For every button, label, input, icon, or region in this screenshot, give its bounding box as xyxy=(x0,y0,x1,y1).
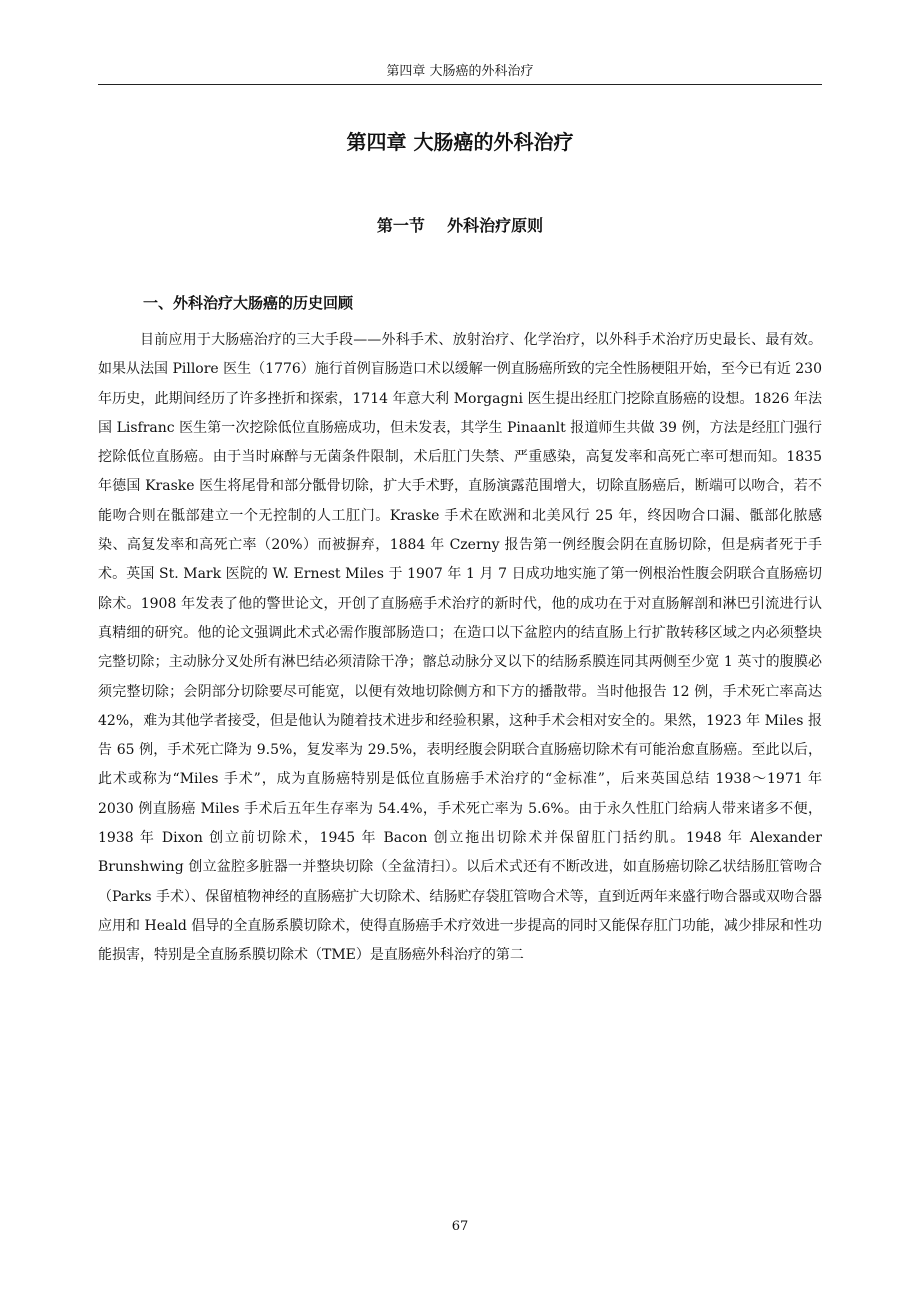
page-number: 67 xyxy=(451,1219,469,1234)
subsection-title: 一、外科治疗大肠癌的历史回顾 xyxy=(143,294,354,312)
body-paragraph: 目前应用于大肠癌治疗的三大手段——外科手术、放射治疗、化学治疗，以外科手术治疗历史最长、最有效。如果从法国 Pillore 医生（1776）施行首例盲肠造口术以缓解一例直肠癌所致的完全性肠梗阻开始，至今已有近 230 年历史，此期间经历了许多挫折和探索，1714 年意大利 Morgagni 医生提出经肛门挖除直肠癌的设想。1826 年法国 Lisfranc 医生第一次挖除低位直肠癌成功，但未发表，其学生 Pinaanlt 报道师生共做 39 例，方法是经肛门强行挖除低位直肠癌。由于当时麻醉与无菌条件限制，术后肛门失禁、严重感染，高复发率和高死亡率可想而知。1835 年德国 Kraske 医生将尾骨和部分骶骨切除，扩大手术野，直肠演露范围增大，切除直肠癌后，断端可以吻合，若不能吻合则在骶部建立一个无控制的人工肛门。Kraske 手术在欧洲和北美风行 25 年，终因吻合口漏、骶部化脓感染、高复发率和高死亡率（20%）而被摒弃，1884 年 Czerny 报告第一例经腹会阴在直肠切除，但是病者死于手术。英国 St. Mark 医院的 W. Ernest Miles 于 1907 年 1 月 7 日成功地实施了第一例根治性腹会阴联合直肠癌切除术。1908 年发表了他的警世论文，开创了直肠癌手术治疗的新时代，他的成功在于对直肠解剖和淋巴引流进行认真精细的研究。他的论文强调此术式必需作腹部肠造口；在造口以下盆腔内的结直肠上行扩散转移区域之内必须整块完整切除；主动脉分叉处所有淋巴结必须清除干净；髂总动脉分叉以下的结肠系膜连同其两侧至少宽 1 英寸的腹膜必须完整切除；会阴部分切除要尽可能宽，以便有效地切除侧方和下方的播散带。当时他报告 12 例，手术死亡率高达 42%，难为其他学者接受，但是他认为随着技术进步和经验积累，这种手术会相对安全的。果然，1923 年 Miles 报告 65 例，手术死亡降为 9.5%，复发率为 29.5%，表明经腹会阴联合直肠癌切除术有可能治愈直肠癌。至此以后，此术或称为“Miles 手术”，成为直肠癌特别是低位直肠癌手术治疗的“金标准”，后来英国总结 1938～1971 年 2030 例直肠癌 Miles 手术后五年生存率为 54.4%，手术死亡率为 5.6%。由于永久性肛门给病人带来诸多不便，1938 年 Dixon 创立前切除术，1945 年 Bacon 创立拖出切除术并保留肛门括约肌。1948 年 Alexander Brunshwing 创立盆腔多脏器一并整块切除（全盆清扫）。以后术式还有不断改进，如直肠癌切除乙状结肠肛管吻合（Parks 手术）、保留植物神经的直肠癌扩大切除术、结肠贮存袋肛管吻合术等，直到近两年来盛行吻合器或双吻合器应用和 Heald 倡导的全直肠系膜切除术，使得直肠癌手术疗效进一步提高的同时又能保存肛门功能，减少排尿和性功能损害，特别是全直肠系膜切除术（TME）是直肠癌外科治疗的第二 xyxy=(98,332,822,964)
section-title: 第一节 外科治疗原则 xyxy=(376,216,544,235)
header-divider xyxy=(98,84,822,85)
running-header: 第四章 大肠癌的外科治疗 xyxy=(386,64,534,79)
chapter-title: 第四章 大肠癌的外科治疗 xyxy=(346,130,574,154)
